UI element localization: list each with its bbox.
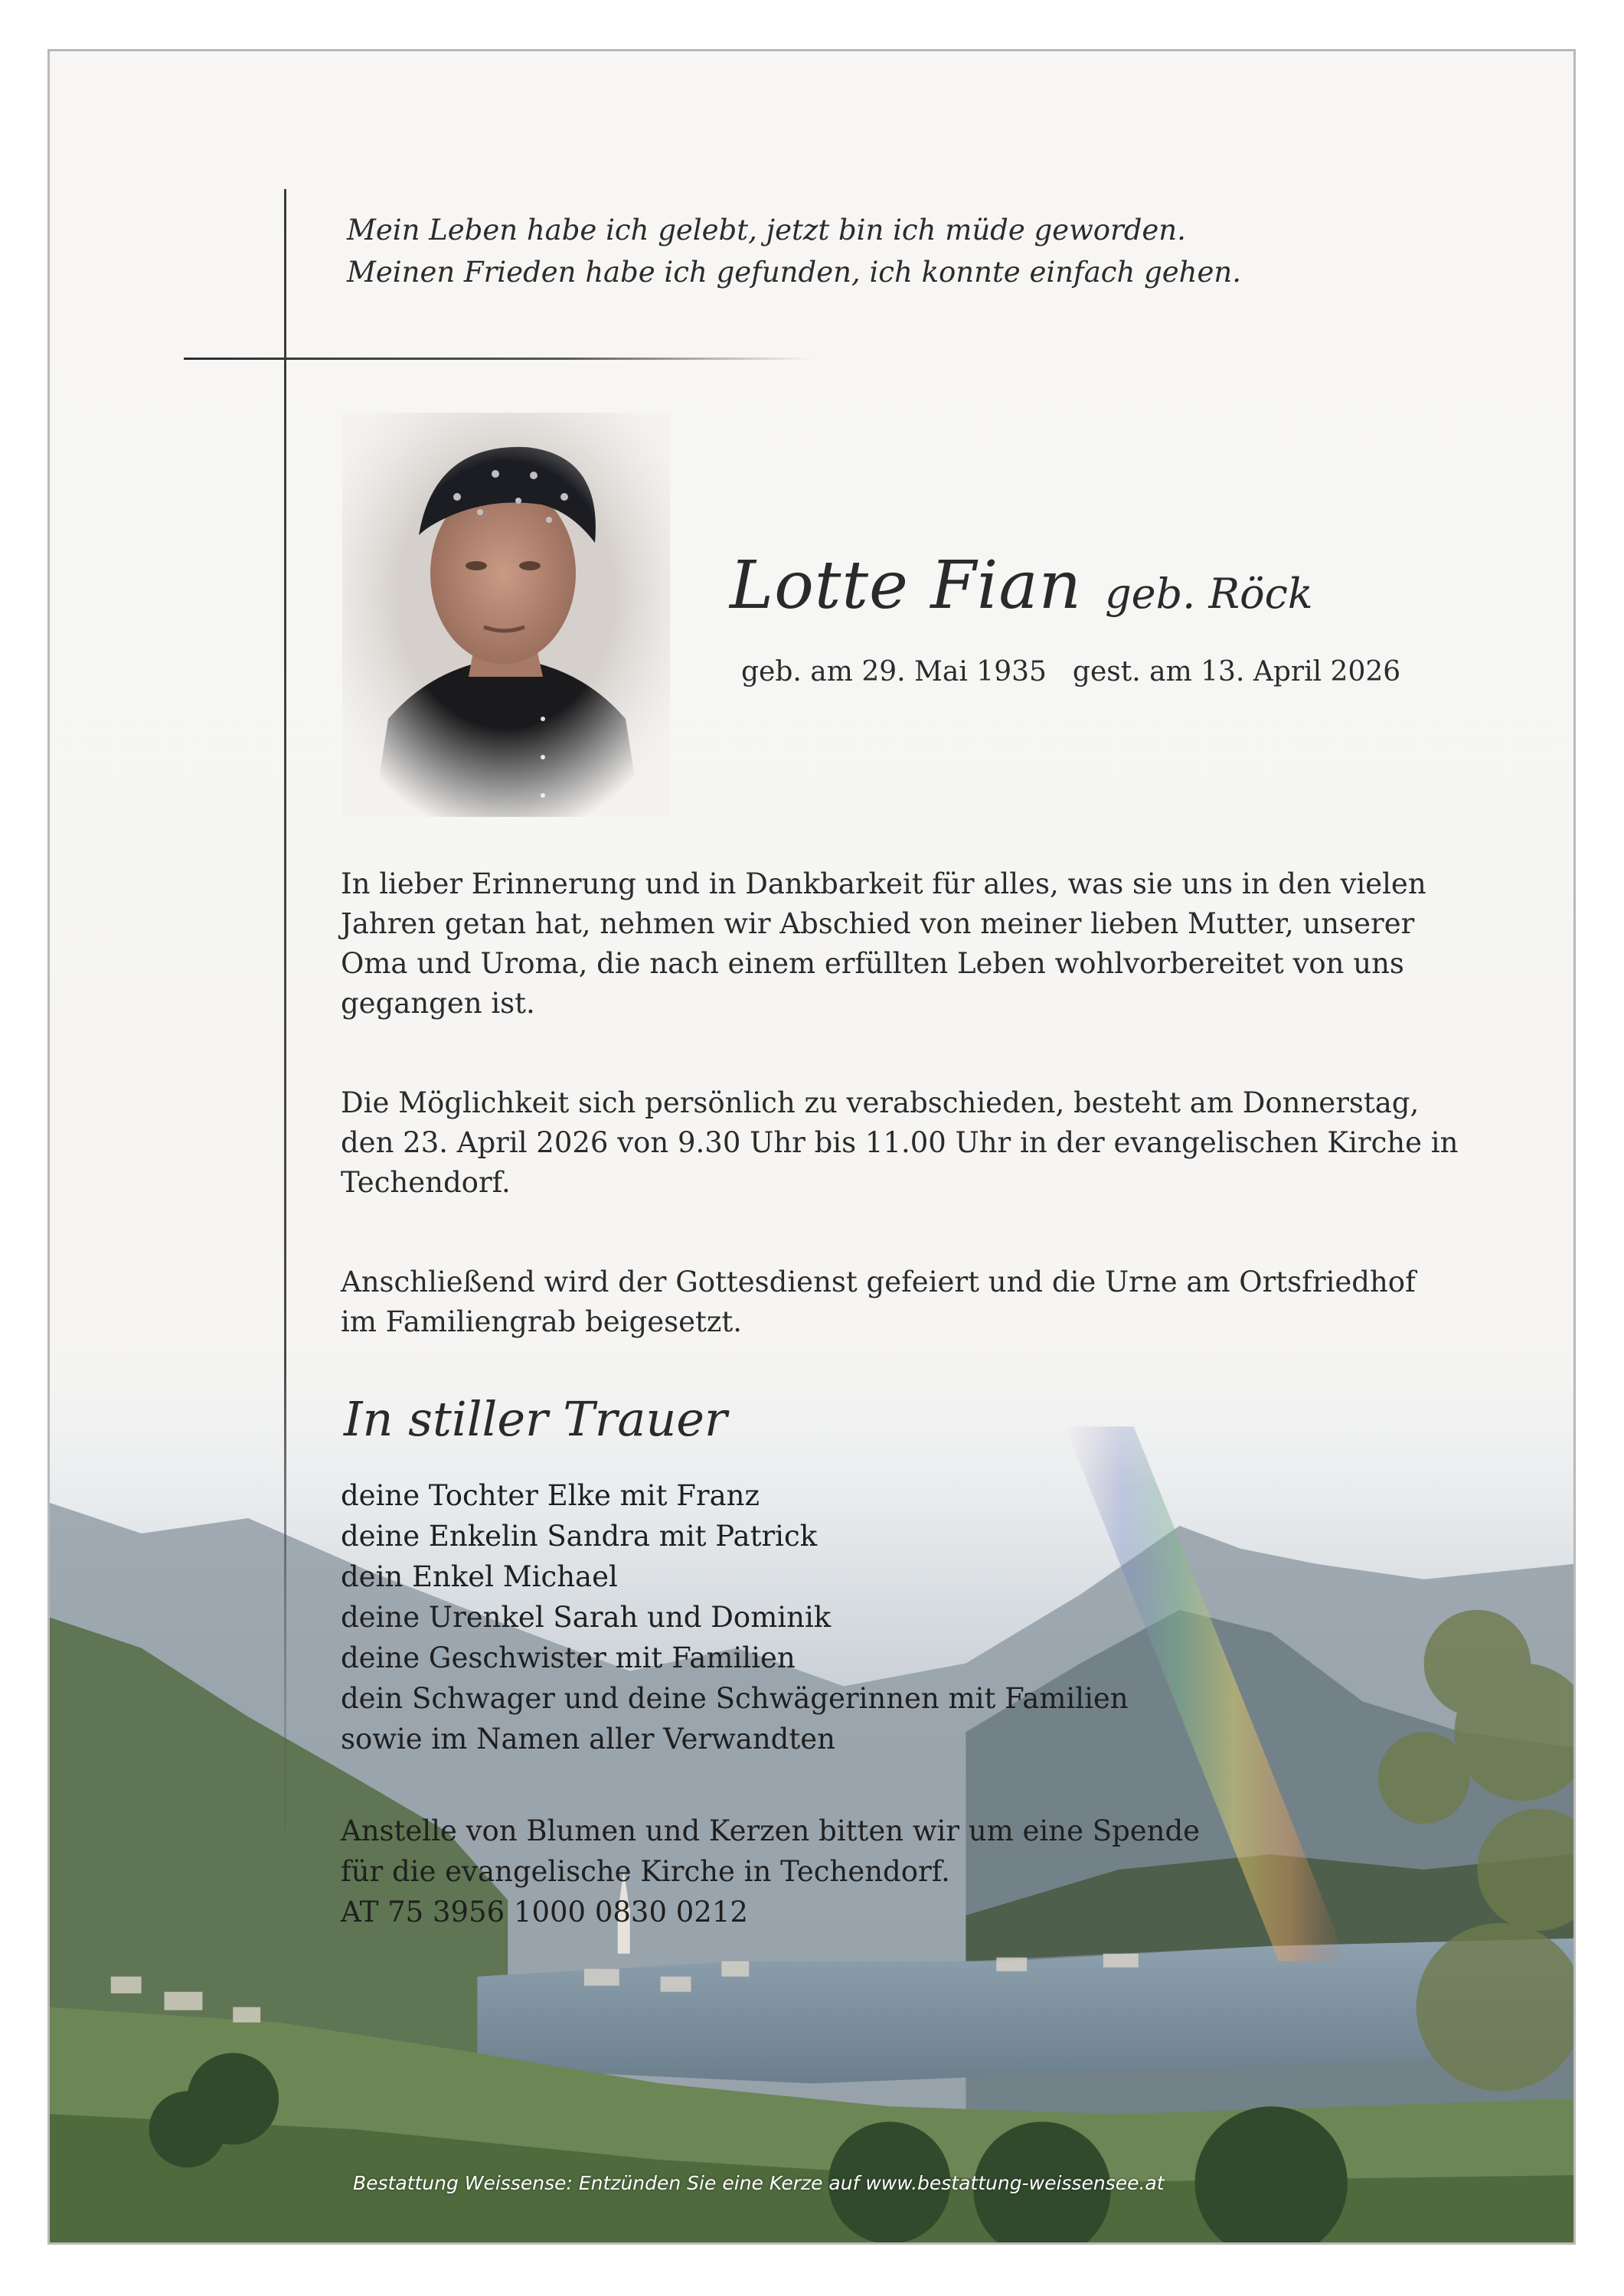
paragraph-line: im Familiengrab beigesetzt. xyxy=(341,1305,742,1338)
maiden-name: geb. Röck xyxy=(1105,570,1313,618)
remembrance-paragraph xyxy=(341,864,1426,1024)
farewell-paragraph xyxy=(341,1083,1459,1203)
donation-iban: AT 75 3956 1000 0830 0212 xyxy=(341,1896,748,1929)
paragraph-line: Anschließend wird der Gottesdienst gefeiert und die Urne am Ortsfriedhof xyxy=(341,1266,1416,1298)
deceased-name: Lotte Fian xyxy=(730,547,1083,624)
mourner-item: deine Tochter Elke mit Franz xyxy=(341,1479,760,1512)
paragraph-line: Techendorf. xyxy=(341,1166,511,1199)
paragraph-line: Jahren getan hat, nehmen wir Abschied von meiner lieben Mutter, unserer xyxy=(341,907,1415,940)
mourning-heading: In stiller Trauer xyxy=(344,1391,727,1447)
cross-horizontal-line xyxy=(184,358,812,360)
paragraph-line: In lieber Erinnerung und in Dankbarkeit für alles, was sie uns in den vielen xyxy=(341,867,1426,900)
donation-line: für die evangelische Kirche in Techendorf. xyxy=(341,1855,950,1888)
mourner-item: dein Schwager und deine Schwägerinnen mit Familien xyxy=(341,1682,1129,1715)
verse-line-2: Meinen Frieden habe ich gefunden, ich konnte einfach gehen. xyxy=(347,256,1241,289)
birth-date: geb. am 29. Mai 1935 xyxy=(741,656,1047,687)
service-paragraph xyxy=(341,1262,1416,1342)
paragraph-line: den 23. April 2026 von 9.30 Uhr bis 11.00 Uhr in der evangelischen Kirche in xyxy=(341,1126,1459,1159)
mourner-item: sowie im Namen aller Verwandten xyxy=(341,1723,835,1755)
donation-note xyxy=(341,1811,1200,1932)
mourner-item: dein Enkel Michael xyxy=(341,1560,618,1593)
paragraph-line: gegangen ist. xyxy=(341,987,535,1020)
mourner-item: deine Urenkel Sarah und Dominik xyxy=(341,1601,832,1634)
death-date: gest. am 13. April 2026 xyxy=(1072,656,1401,687)
paragraph-line: Die Möglichkeit sich persönlich zu verabschieden, besteht am Donnerstag, xyxy=(341,1086,1420,1119)
deceased-name-block xyxy=(730,547,1313,624)
mourners-list xyxy=(341,1475,1129,1759)
obituary-card xyxy=(47,49,1576,2245)
verse-line-1: Mein Leben habe ich gelebt, jetzt bin ich müde geworden. xyxy=(347,214,1186,247)
mourner-item: deine Geschwister mit Familien xyxy=(341,1641,796,1674)
footer-link[interactable]: Bestattung Weissense: Entzünden Sie eine Kerze auf www.bestattung-weissensee.at xyxy=(353,2172,1165,2194)
mourner-item: deine Enkelin Sandra mit Patrick xyxy=(341,1520,818,1553)
portrait-photo xyxy=(342,413,670,817)
verse xyxy=(347,209,1241,293)
paragraph-line: Oma und Uroma, die nach einem erfüllten Leben wohlvorbereitet von uns xyxy=(341,947,1404,980)
cross-vertical-line xyxy=(284,189,286,1862)
life-dates xyxy=(741,656,1400,687)
donation-line: Anstelle von Blumen und Kerzen bitten wir um eine Spende xyxy=(341,1814,1201,1847)
